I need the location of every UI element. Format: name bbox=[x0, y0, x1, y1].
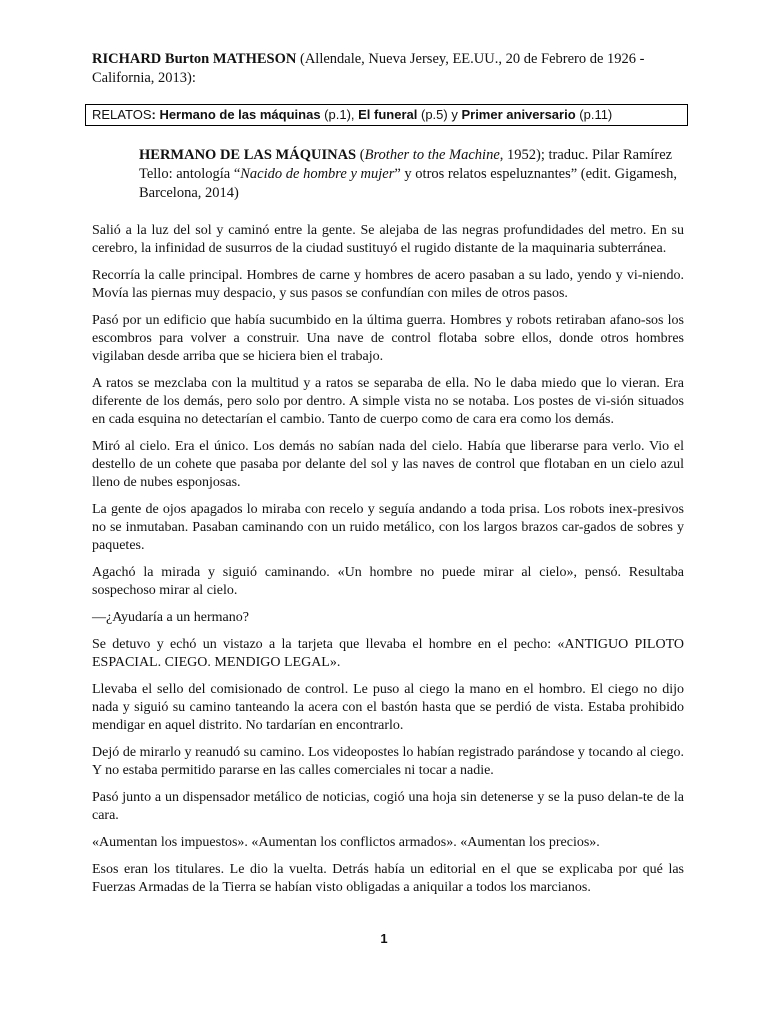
author-details: (Allendale, Nueva Jersey, EE.UU., 20 de Febrero de 1926 - California, 2013): bbox=[92, 51, 645, 86]
paragraph: Salió a la luz del sol y caminó entre la gente. Se alejaba de las negras profundidades del metro. En su cerebro, la infinidad de susurros de la ciudad sustituyó el rugido distante de la maquinaria subterránea. bbox=[92, 223, 684, 256]
page-number: 1 bbox=[380, 931, 388, 946]
paragraph: Pasó junto a un dispensador metálico de noticias, cogió una hoja sin detenerse y se la puso delan-te de la cara. bbox=[92, 790, 684, 823]
relatos-colon: : bbox=[151, 107, 160, 122]
story-2-title: El funeral bbox=[358, 107, 418, 122]
paragraph: Dejó de mirarlo y reanudó su camino. Los videopostes lo habían registrado parándose y tocando al ciego. Y no estaba permitido pararse en las calles comerciales ni tocar a nadie. bbox=[92, 745, 684, 778]
paragraph: A ratos se mezclaba con la multitud y a ratos se separaba de ella. No le daba miedo que lo vieran. Era diferente de los demás, pero solo por dentro. A simple vista no se notaba. Los postes de vi-sión situados en cada esquina no detectarían el cambio. Tanto de cuerpo como de cara era como los demás. bbox=[92, 376, 684, 427]
paragraph: Miró al cielo. Era el único. Los demás no sabían nada del cielo. Había que liberarse para verlo. Vio el destello de un cohete que pasaba por delante del sol y las naves de control que flotaban en un cielo azul lleno de nubes esponjosas. bbox=[92, 439, 684, 490]
paragraph: Esos eran los titulares. Le dio la vuelta. Detrás había un editorial en el que se explicaba por qué las Fuerzas Armadas de la Tierra se habían visto obligadas a aniquilar a todos los marcianos. bbox=[92, 862, 684, 895]
story-3-title: Primer aniversario bbox=[461, 107, 576, 122]
author-heading bbox=[92, 50, 692, 88]
relatos-label: RELATOS bbox=[92, 107, 152, 122]
paragraph: Pasó por un edificio que había sucumbido en la última guerra. Hombres y robots retiraban afano-sos los escombros para volver a construir. Una nave de control flotaba sobre ellos, donde otros hombres vigilaban desde arriba que se hiciera bien el trabajo. bbox=[92, 313, 684, 364]
story-header: HERMANO DE LAS MÁQUINAS (Brother to the Machine, 1952); traduc. Pilar Ramírez Tello: antología “Nacido de hombre y mujer” y otros relatos espeluznantes” (edit. Gigamesh, Barcelona, 2014) bbox=[139, 147, 678, 201]
story-1-title: Hermano de las máquinas bbox=[159, 107, 321, 122]
author-name: RICHARD Burton MATHESON bbox=[92, 51, 297, 67]
paragraph: «Aumentan los impuestos». «Aumentan los conflictos armados». «Aumentan los precios». bbox=[92, 835, 600, 850]
story-2-page: (p.5) y bbox=[417, 107, 462, 122]
paragraph: Recorría la calle principal. Hombres de carne y hombres de acero pasaban a su lado, yendo y vi-niendo. Movía las piernas muy despacio, y sus pasos se confundían con miles de otros pasos. bbox=[92, 268, 684, 301]
paragraph: Se detuvo y echó un vistazo a la tarjeta que llevaba el hombre en el pecho: «ANTIGUO PILOTO ESPACIAL. CIEGO. MENDIGO LEGAL». bbox=[92, 637, 684, 670]
paragraph: La gente de ojos apagados lo miraba con recelo y seguía andando a toda prisa. Los robots inex-presivos no se inmutaban. Pasaban caminando con un ruido metálico, con los largos brazos car-gados de sobres y paquetes. bbox=[92, 502, 684, 553]
story-body bbox=[92, 222, 684, 906]
edition-info: ” y otros relatos espeluznantes” (edit. Gigamesh, Barcelona, 2014) bbox=[139, 166, 678, 201]
translation-info: , 1952); traduc. Pilar Ramírez Tello: antología “ bbox=[139, 147, 673, 182]
story-1-page: (p.1), bbox=[320, 107, 359, 122]
story-title: HERMANO DE LAS MÁQUINAS bbox=[139, 147, 357, 163]
anthology-title: Nacido de hombre y mujer bbox=[240, 166, 395, 182]
story-3-page: (p.11) bbox=[575, 107, 613, 122]
paragraph: —¿Ayudaría a un hermano? bbox=[92, 610, 249, 625]
stories-index-box bbox=[85, 104, 688, 126]
original-title: Brother to the Machine bbox=[364, 147, 500, 163]
paragraph: Llevaba el sello del comisionado de control. Le puso al ciego la mano en el hombro. El ciego no dijo nada y siguió su camino tanteando la acera con el bastón hasta que se perdió de vista. Estaba prohibido mendigar en aquel distrito. No tardarían en encontrarlo. bbox=[92, 682, 684, 733]
paragraph: Agachó la mirada y siguió caminando. «Un hombre no puede mirar al cielo», pensó. Resultaba sospechoso mirar al cielo. bbox=[92, 565, 684, 598]
